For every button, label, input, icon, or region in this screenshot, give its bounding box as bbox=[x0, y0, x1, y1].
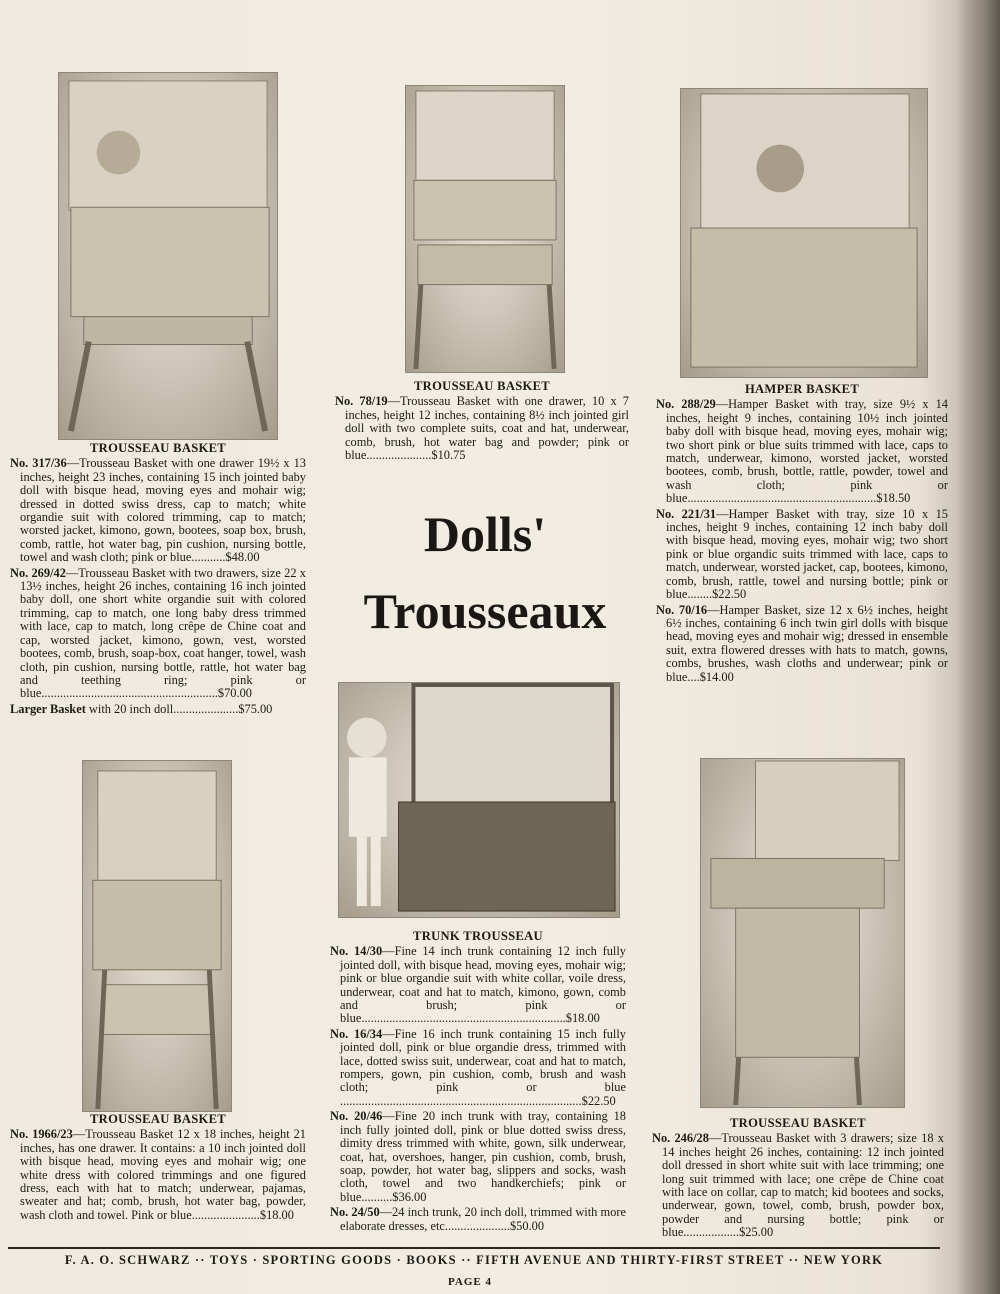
trousseau-basket-78-photo bbox=[405, 85, 565, 373]
binding-shadow bbox=[956, 0, 1000, 1294]
section-heading: TROUSSEAU BASKET bbox=[413, 379, 551, 393]
title-dolls: Dolls' bbox=[423, 506, 547, 562]
list-item: No. 20/46—Fine 20 inch trunk with tray, containing 18 inch fully jointed doll, pink or blue dotted swiss dress, dimity dress trimmed with white, gown, silk underwear, coat, hat, overshoes, hanger, pin cushion, comb, brush, soap, powder, hot water bag, slippers and socks, wash cloth, towel and two handkerchiefs; pink or blue..........$36.00 bbox=[330, 1109, 626, 1204]
section-heading: TRUNK TROUSSEAU bbox=[413, 929, 543, 943]
list-item: No. 24/50—24 inch trunk, 20 inch doll, trimmed with more elaborate dresses, etc.....................$50.00 bbox=[330, 1205, 626, 1233]
list-item: No. 317/36—Trousseau Basket with one drawer 19½ x 13 inches, height 23 inches, containing 15 inch jointed baby doll with bisque head, moving eyes and mohair wig; dressed in dotted swiss dress, cap to match; white organdie suit with colored trimming, cap to match; worsted jacket, kimono, gown, bootees, soap box, brush, comb, rattle, hot water bag, pin cushion, nursing bottle, towel and wash cloth; pink or blue...........$48.00 bbox=[10, 456, 306, 565]
list-item: No. 14/30—Fine 14 inch trunk containing 12 inch fully jointed doll, with bisque head, moving eyes, mohair wig; pink or blue organdie suit with white collar, voile dress, underwear, coat and hat to match, kimono, gown, comb and brush; pink or blue..................................................................$18.00 bbox=[330, 944, 626, 1026]
list-item: No. 246/28—Trousseau Basket with 3 drawers; size 18 x 14 inches height 26 inches, containing: 12 inch jointed doll dressed in short white suit with lace trimming; one long suit trimmed with lace; one crêpe de Chine coat with lace on collar, cap to match; kid bootees and socks, underwear, gown, towel, comb, brush, powder box, powder and nursing bottle; pink or blue..................$25.00 bbox=[652, 1131, 944, 1240]
list-item: No. 288/29—Hamper Basket with tray, size 9½ x 14 inches, height 9 inches, containing 10½ inch jointed baby doll with bisque head, moving eyes, mohair wig; two short pink or blue suits trimmed with lace, caps to match, underwear, kimono, worsted jacket, worsted bootees, comb, brush, bottle, rattle, powder, towel and wash cloth; pink or blue.............................................................$18.50 bbox=[656, 397, 948, 506]
col2-bottom-description bbox=[330, 930, 626, 1235]
section-heading: TROUSSEAU BASKET bbox=[89, 1112, 227, 1126]
list-item: No. 70/16—Hamper Basket, size 12 x 6½ inches, height 6½ inches, containing 6 inch twin girl dolls with bisque head, moving eyes and mohair wig; dressed in ensemble suit, extra flowered dresses with hats to match, gowns, combs, brushes, wash cloths and underwear; pink or blue....$14.00 bbox=[656, 602, 948, 684]
list-item: Larger Basket with 20 inch doll.....................$75.00 bbox=[10, 701, 273, 716]
list-item: No. 1966/23—Trousseau Basket 12 x 18 inches, height 21 inches, has one drawer. It contains: a 10 inch jointed doll with bisque head, moving eyes and mohair wig; one white dress with colored trimmings and one figured dress, each with hat to match; underwear, pajamas, sweater and hat; comb, brush, hot water bag, powder, wash cloth and towel. Pink or blue......................$18.00 bbox=[10, 1127, 306, 1222]
section-heading: TROUSSEAU BASKET bbox=[729, 1116, 867, 1130]
col1-bottom-description bbox=[10, 1113, 306, 1224]
list-item: No. 269/42—Trousseau Basket with two drawers, size 22 x 13½ inches, height 26 inches, containing 16 inch jointed baby doll, one short white organdie suit with colored trimming, cap to match, one long baby dress trimmed with lace, cap to match, long crêpe de Chine coat and cap, worsted jacket, kimono, gown, vest, worsted bootees, comb, brush, soap-box, coat hanger, towel, wash cloth, pin cushion, nursing bottle, rattle, hot water bag and teething ring; pink or blue.........................................................$70.00 bbox=[10, 565, 306, 701]
page-number: PAGE 4 bbox=[448, 1276, 492, 1288]
trousseau-basket-246-photo bbox=[700, 758, 905, 1108]
section-heading: TROUSSEAU BASKET bbox=[89, 441, 227, 455]
trunk-trousseau-photo bbox=[338, 682, 620, 918]
section-heading: HAMPER BASKET bbox=[744, 382, 860, 396]
col1-top-description bbox=[10, 442, 306, 718]
trousseau-basket-317-photo bbox=[58, 72, 278, 440]
hamper-basket-photo bbox=[680, 88, 928, 378]
trousseau-basket-1966-photo bbox=[82, 760, 232, 1112]
title-trousseaux: Trousseaux bbox=[363, 583, 607, 639]
col3-bottom-description bbox=[652, 1117, 944, 1242]
col3-top-description bbox=[656, 383, 948, 686]
footer-rule bbox=[8, 1247, 940, 1249]
footer-text: F. A. O. SCHWARZ ·· TOYS · SPORTING GOODS · BOOKS ·· FIFTH AVENUE AND THIRTY-FIRST STREET ·· NEW YORK bbox=[64, 1253, 884, 1267]
col2-top-description bbox=[335, 380, 629, 464]
list-item: No. 221/31—Hamper Basket with tray, size 10 x 15 inches, height 9 inches, containing 12 inch baby doll with bisque head, moving eyes, mohair wig; two short pink or blue organdic suits trimmed with lace, caps to match, underwear, worsted jacket, cap, bootees, kimono, comb, brush, rattle, towel and nursing bottle; pink or blue........$22.50 bbox=[656, 506, 949, 602]
list-item: No. 78/19—Trousseau Basket with one drawer, 10 x 7 inches, height 12 inches, containing 8½ inch jointed girl doll with two complete suits, coat and hat, underwear, comb, brush, hot water bag and powder; pink or blue.....................$10.75 bbox=[335, 394, 629, 463]
list-item: No. 16/34—Fine 16 inch trunk containing 15 inch fully jointed doll, pink or blue organdie dress, trimmed with lace, dotted swiss suit, underwear, coat and hat to match, rompers, gown, pin cushion, comb, brush and wash cloth; pink or blue ..............................................................................$22.50 bbox=[330, 1026, 626, 1108]
